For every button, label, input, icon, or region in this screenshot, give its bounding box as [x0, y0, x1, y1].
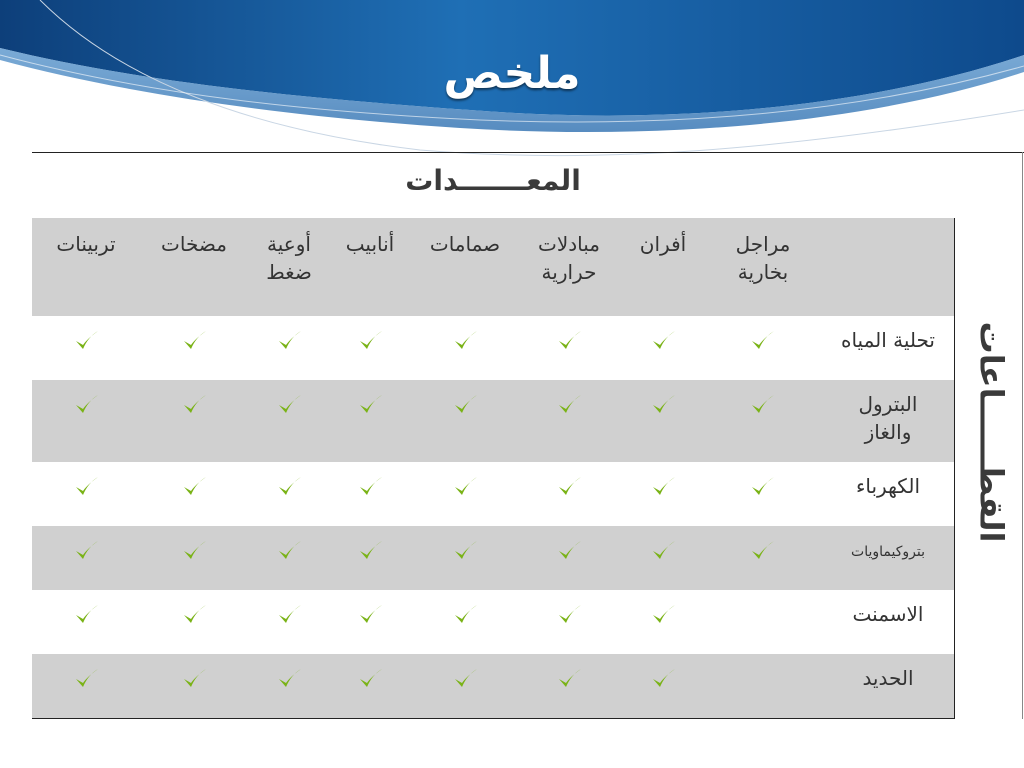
column-header: تربينات	[56, 232, 116, 256]
table-top-border	[32, 152, 1024, 153]
table-row	[32, 462, 954, 526]
checkmark-icon	[179, 472, 209, 502]
column-header: أنابيب	[345, 232, 395, 256]
column-header: مبادلات حرارية	[538, 232, 600, 284]
checkmark-icon	[554, 664, 584, 694]
checkmark-icon	[747, 390, 777, 420]
slide-title: ملخص	[443, 48, 581, 99]
sectors-title-text: القطــــــاعات	[972, 321, 1011, 543]
checkmark-icon	[274, 536, 304, 566]
column-header: صمامات	[429, 232, 501, 256]
checkmark-icon	[274, 664, 304, 694]
table-row	[32, 654, 954, 718]
row-label: البترول والغاز	[858, 392, 918, 444]
checkmark-icon	[179, 390, 209, 420]
column-header: مضخات	[161, 232, 227, 256]
checkmark-icon	[747, 472, 777, 502]
checkmark-icon	[747, 536, 777, 566]
table-divider	[954, 218, 955, 719]
checkmark-icon	[355, 472, 385, 502]
sectors-title	[959, 232, 1023, 632]
checkmark-icon	[179, 664, 209, 694]
checkmark-icon	[355, 536, 385, 566]
table-bottom-border	[32, 718, 954, 719]
column-header: أفران	[639, 232, 687, 256]
checkmark-icon	[355, 600, 385, 630]
checkmark-icon	[747, 326, 777, 356]
checkmark-icon	[648, 326, 678, 356]
checkmark-icon	[648, 536, 678, 566]
table-row	[32, 590, 954, 654]
table-row	[32, 316, 954, 380]
checkmark-icon	[554, 326, 584, 356]
checkmark-icon	[355, 390, 385, 420]
checkmark-icon	[71, 390, 101, 420]
checkmark-icon	[179, 536, 209, 566]
checkmark-icon	[71, 536, 101, 566]
checkmark-icon	[554, 472, 584, 502]
checkmark-icon	[71, 664, 101, 694]
checkmark-icon	[450, 536, 480, 566]
row-label: الحديد	[862, 666, 914, 690]
checkmark-icon	[450, 664, 480, 694]
checkmark-icon	[274, 472, 304, 502]
checkmark-icon	[179, 326, 209, 356]
checkmark-icon	[554, 600, 584, 630]
checkmark-icon	[71, 326, 101, 356]
table-row	[32, 380, 954, 462]
table-row	[32, 526, 954, 590]
checkmark-icon	[179, 600, 209, 630]
checkmark-icon	[71, 600, 101, 630]
checkmark-icon	[450, 600, 480, 630]
row-label: الاسمنت	[852, 602, 924, 626]
checkmark-icon	[648, 600, 678, 630]
equipment-title: المعـــــــدات	[405, 164, 581, 197]
checkmark-icon	[274, 390, 304, 420]
row-label: بتروكيماويات	[851, 544, 925, 560]
checkmark-icon	[450, 390, 480, 420]
checkmark-icon	[648, 664, 678, 694]
row-label: تحلية المياه	[840, 328, 936, 352]
checkmark-icon	[355, 664, 385, 694]
column-header: أوعية ضغط	[266, 232, 312, 284]
table-header-row	[32, 218, 954, 316]
checkmark-icon	[450, 326, 480, 356]
checkmark-icon	[554, 390, 584, 420]
checkmark-icon	[648, 390, 678, 420]
column-header: مراجل بخارية	[735, 232, 791, 284]
checkmark-icon	[274, 326, 304, 356]
checkmark-icon	[274, 600, 304, 630]
checkmark-icon	[450, 472, 480, 502]
checkmark-icon	[554, 536, 584, 566]
checkmark-icon	[355, 326, 385, 356]
checkmark-icon	[71, 472, 101, 502]
row-label: الكهرباء	[855, 474, 920, 498]
checkmark-icon	[648, 472, 678, 502]
